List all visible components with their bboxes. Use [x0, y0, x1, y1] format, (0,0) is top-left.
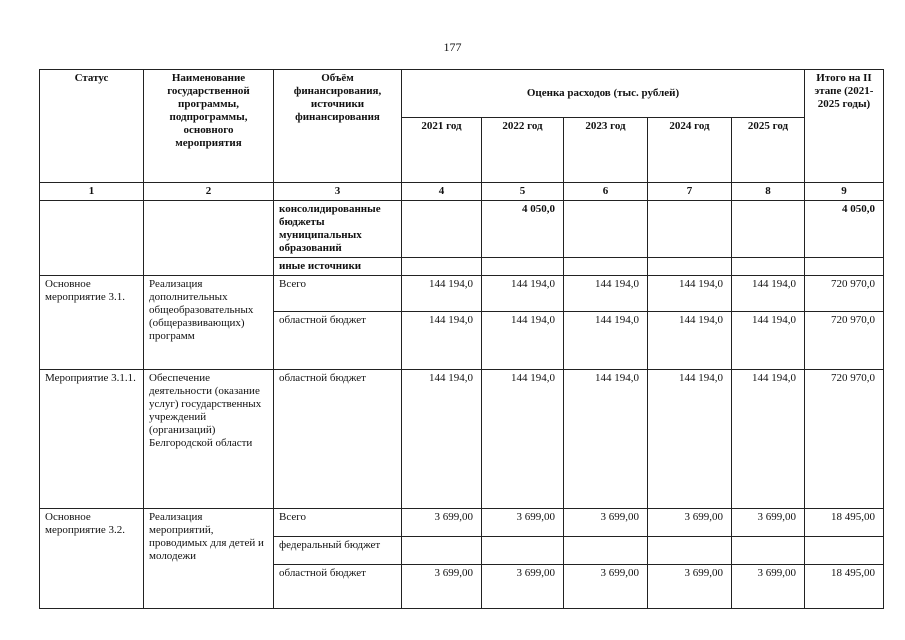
value-cell: 3 699,00 — [402, 565, 482, 609]
header-name: Наименование государственной программы, подпрограммы, основного мероприятия — [144, 70, 274, 183]
status-cell: Основное мероприятие 3.2. — [40, 509, 144, 609]
table-row — [40, 509, 884, 537]
total-cell: 720 970,0 — [805, 370, 884, 509]
status-cell: Основное мероприятие 3.1. — [40, 276, 144, 370]
table-row — [40, 276, 884, 312]
source-cell: консолидированные бюджеты муниципальных образований — [274, 201, 402, 258]
column-number: 2 — [144, 183, 274, 201]
value-cell: 3 699,00 — [732, 565, 805, 609]
value-cell: 144 194,0 — [648, 370, 732, 509]
value-cell — [564, 201, 648, 258]
source-cell: областной бюджет — [274, 565, 402, 609]
value-cell: 3 699,00 — [482, 565, 564, 609]
total-cell: 720 970,0 — [805, 276, 884, 312]
value-cell: 3 699,00 — [564, 565, 648, 609]
column-number: 4 — [402, 183, 482, 201]
expenditure-table — [39, 69, 884, 609]
header-year: 2022 год — [482, 118, 564, 183]
header-year: 2021 год — [402, 118, 482, 183]
table-row — [40, 370, 884, 509]
header-year: 2023 год — [564, 118, 648, 183]
column-number: 9 — [805, 183, 884, 201]
source-cell: федеральный бюджет — [274, 537, 402, 565]
header-total: Итого на II этапе (2021-2025 годы) — [805, 70, 884, 183]
value-cell: 4 050,0 — [482, 201, 564, 258]
source-cell: областной бюджет — [274, 370, 402, 509]
total-cell: 720 970,0 — [805, 312, 884, 370]
name-cell — [144, 201, 274, 276]
total-cell: 18 495,00 — [805, 509, 884, 537]
column-number: 8 — [732, 183, 805, 201]
value-cell: 144 194,0 — [648, 312, 732, 370]
value-cell — [482, 537, 564, 565]
column-number: 6 — [564, 183, 648, 201]
value-cell: 144 194,0 — [564, 312, 648, 370]
value-cell — [648, 258, 732, 276]
value-cell — [482, 258, 564, 276]
name-cell: Обеспечение деятельности (оказание услуг) государственных учреждений (организаций) Белгородской области — [144, 370, 274, 509]
value-cell: 144 194,0 — [732, 370, 805, 509]
value-cell: 3 699,00 — [564, 509, 648, 537]
column-number: 3 — [274, 183, 402, 201]
value-cell: 3 699,00 — [482, 509, 564, 537]
value-cell — [648, 201, 732, 258]
source-cell: Всего — [274, 276, 402, 312]
value-cell: 144 194,0 — [564, 276, 648, 312]
value-cell — [564, 258, 648, 276]
name-cell: Реализация мероприятий, проводимых для детей и молодежи — [144, 509, 274, 609]
header-status: Статус — [40, 70, 144, 183]
column-number: 7 — [648, 183, 732, 201]
value-cell: 144 194,0 — [402, 312, 482, 370]
source-cell: Всего — [274, 509, 402, 537]
status-cell — [40, 201, 144, 276]
header-volume: Объём финансирования, источники финансирования — [274, 70, 402, 183]
header-year: 2024 год — [648, 118, 732, 183]
value-cell — [732, 537, 805, 565]
value-cell: 3 699,00 — [732, 509, 805, 537]
value-cell — [402, 201, 482, 258]
source-cell: областной бюджет — [274, 312, 402, 370]
value-cell: 144 194,0 — [482, 370, 564, 509]
header-estimate: Оценка расходов (тыс. рублей) — [402, 70, 805, 118]
value-cell: 3 699,00 — [648, 565, 732, 609]
value-cell — [402, 258, 482, 276]
page-number: 177 — [443, 40, 462, 54]
total-cell: 18 495,00 — [805, 565, 884, 609]
source-cell: иные источники — [274, 258, 402, 276]
value-cell: 3 699,00 — [402, 509, 482, 537]
value-cell: 144 194,0 — [732, 276, 805, 312]
value-cell — [648, 537, 732, 565]
name-cell: Реализация дополнительных общеобразовательных (общеразвивающих) программ — [144, 276, 274, 370]
value-cell — [564, 537, 648, 565]
value-cell — [732, 201, 805, 258]
header-year: 2025 год — [732, 118, 805, 183]
total-cell: 4 050,0 — [805, 201, 884, 258]
status-cell: Мероприятие 3.1.1. — [40, 370, 144, 509]
value-cell: 144 194,0 — [564, 370, 648, 509]
value-cell: 144 194,0 — [732, 312, 805, 370]
value-cell: 144 194,0 — [402, 276, 482, 312]
value-cell — [402, 537, 482, 565]
value-cell: 144 194,0 — [648, 276, 732, 312]
value-cell: 3 699,00 — [648, 509, 732, 537]
value-cell: 144 194,0 — [482, 312, 564, 370]
total-cell — [805, 258, 884, 276]
value-cell: 144 194,0 — [402, 370, 482, 509]
value-cell: 144 194,0 — [482, 276, 564, 312]
total-cell — [805, 537, 884, 565]
value-cell — [732, 258, 805, 276]
column-number: 1 — [40, 183, 144, 201]
column-number: 5 — [482, 183, 564, 201]
table-row — [40, 201, 884, 258]
